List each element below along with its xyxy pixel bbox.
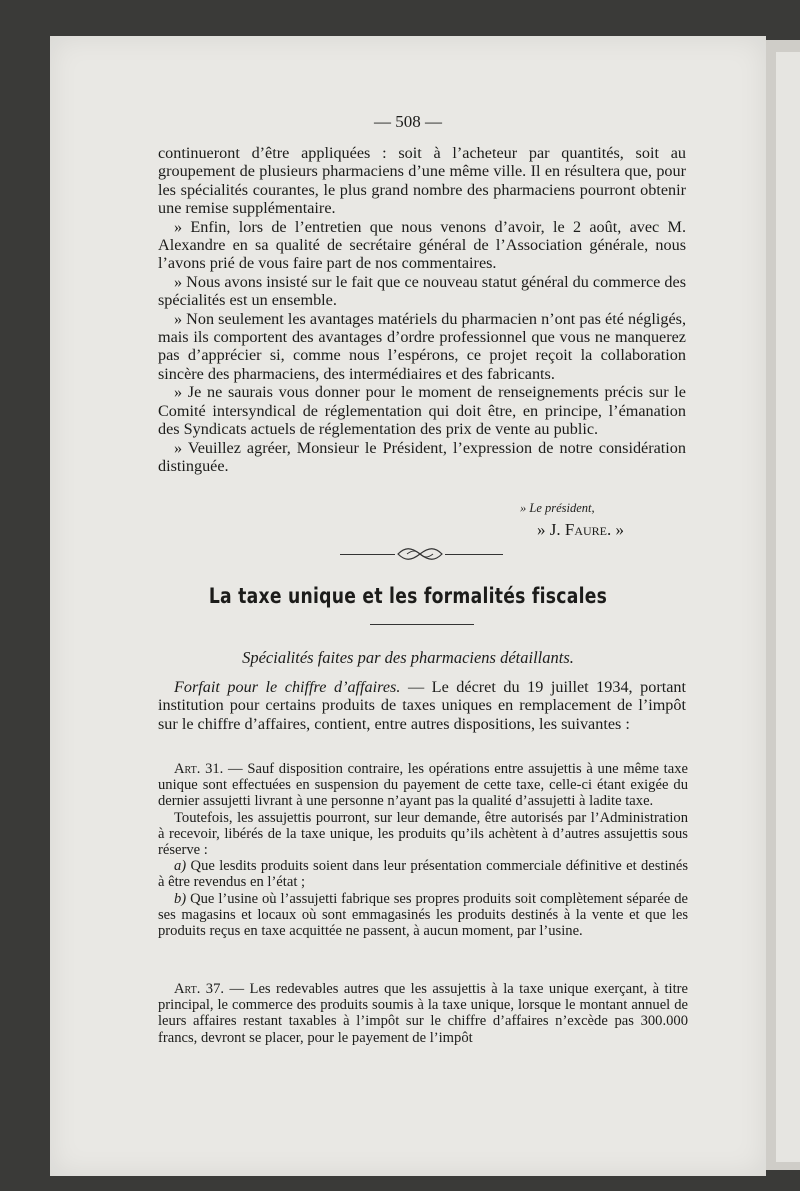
next-page-edge-inner xyxy=(776,52,800,1162)
clause-text: Que l’usine où l’assujetti fabrique ses propres produits soit complètement séparée de ses magasins et locaux où sont emmagasinés les produits destinés à la vente et que les produits reçus en taxe acquittée ne passent, à aucun moment, par l’usine. xyxy=(158,890,688,940)
section-title: La taxe unique et les formalités fiscales xyxy=(208,584,608,608)
article-text: — Les redevables autres que les assujettis à la taxe unique exerçant, à titre principal, le commerce des produits soumis à la taxe unique, lorsque le montant annuel de leurs affaires restant taxables à l’impôt sur le chiffre d’affaires n’excède pas 300.000 francs, devront se placer, pour le payement de l’impôt xyxy=(158,981,688,1046)
section-subtitle: Spécialités faites par des pharmaciens détaillants. xyxy=(242,648,574,667)
letter-paragraph: » Veuillez agréer, Monsieur le Président, l’expression de notre considération distinguée. xyxy=(158,438,686,475)
section-intro xyxy=(158,678,686,733)
intro-text: — Le décret du 19 juillet 1934, portant institution pour certains produits de taxes uniques en remplacement de l’impôt sur le chiffre d’affaires, contient, entre autres dispositions, les suivantes : xyxy=(158,678,686,733)
document-page xyxy=(50,36,766,1176)
signature-role: » Le président, xyxy=(520,501,595,515)
letter-paragraph: » Enfin, lors de l’entretien que nous venons d’avoir, le 2 août, avec M. Alexandre en sa qualité de secrétaire général de l’Association générale, nous l’avons prié de vous faire part de nos commentaires. xyxy=(158,217,686,273)
article-label: Art. 37. xyxy=(174,981,225,997)
ornament-icon xyxy=(395,545,445,563)
article-37 xyxy=(158,981,688,1046)
letter-paragraph: continueront d’être appliquées : soit à l’acheteur par quantités, soit au groupement de plusieurs pharmaciens d’une même ville. Il en résultera que, pour les spécialités courantes, le plus grand nombre des pharmaciens pourront obtenir une remise supplémentaire. xyxy=(158,144,686,218)
title-underline xyxy=(370,624,474,625)
letter-paragraph: » Je ne saurais vous donner pour le moment de renseignements précis sur le Comité intersyndical de réglementation qui doit être, en principe, l’émanation des Syndicats actuels de réglementation des prix de vente au public. xyxy=(158,383,686,439)
letter-paragraph: » Nous avons insisté sur le fait que ce nouveau statut général du commerce des spécialités est un ensemble. xyxy=(158,272,686,310)
clause-label: b) xyxy=(174,890,187,907)
clause-text: Que lesdits produits soient dans leur présentation commerciale définitive et destinés à être revendus en l’état ; xyxy=(158,858,688,891)
letter-body xyxy=(158,144,686,475)
intro-lead: Forfait pour le chiffre d’affaires. xyxy=(174,678,401,696)
article-label: Art. 31. xyxy=(174,761,224,777)
article-text: Toutefois, les assujettis pourront, sur leur demande, être autorisés par l’Administration à recevoir, libérés de la taxe unique, les produits qu’ils achètent à d’autres assujettis sous réserve : xyxy=(158,809,688,859)
clause-label: a) xyxy=(174,858,187,875)
signature-name: » J. Faure. » xyxy=(537,520,624,539)
article-text: — Sauf disposition contraire, les opérations entre assujettis à une même taxe unique sont effectuées en suspension du payement de cette taxe, celle-ci étant exigée du dernier assujetti livrant à une personne n’ayant pas la qualité d’assujetti à ladite taxe. xyxy=(158,761,688,810)
letter-paragraph: » Non seulement les avantages matériels du pharmacien n’ont pas été négligés, mais ils comportent des avantages d’ordre professionnel que vous ne manquerez pas d’apprécier si, comme nous l’espérons, ce projet reçoit la collaboration sincère des pharmaciens, des intermédiaires et des fabricants. xyxy=(158,309,686,383)
article-31 xyxy=(158,761,688,939)
page-number: — 508 — xyxy=(374,112,442,131)
